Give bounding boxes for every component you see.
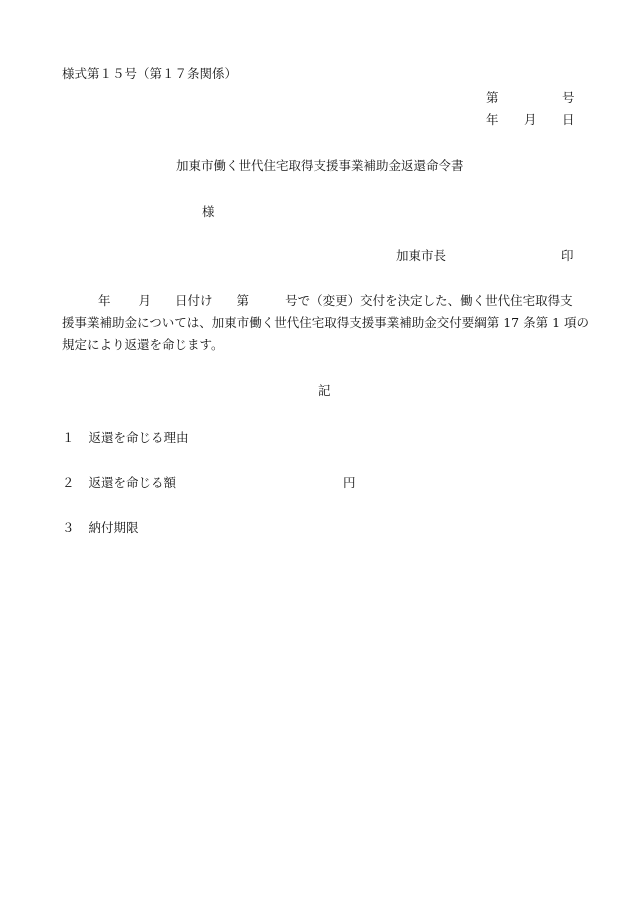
issuer-seal: 印 bbox=[561, 248, 574, 263]
item-number: １ bbox=[62, 430, 75, 445]
item-label: 納付期限 bbox=[88, 520, 139, 535]
item-label: 返還を命じる額 bbox=[88, 475, 177, 490]
list-item-2 bbox=[62, 477, 176, 490]
body-line-3: 規定により返還を命じます。 bbox=[62, 337, 224, 352]
date-month: 月 bbox=[524, 112, 537, 127]
body-day: 日付け bbox=[175, 293, 213, 308]
body-line-2: 援事業補助金については、加東市働く世代住宅取得支援事業補助金交付要綱第 17 条第 1 項の bbox=[62, 315, 590, 330]
body-no-prefix: 第 bbox=[236, 293, 250, 308]
amount-unit: 円 bbox=[343, 475, 356, 490]
list-item-3 bbox=[62, 522, 139, 535]
ki-heading: 記 bbox=[318, 383, 331, 398]
body-paragraph bbox=[62, 290, 592, 356]
body-line1-rest: 号で（変更）交付を決定した、働く世代住宅取得支 bbox=[285, 293, 573, 308]
date-day: 日 bbox=[562, 112, 575, 127]
date-year: 年 bbox=[486, 112, 499, 127]
addressee-suffix: 様 bbox=[202, 204, 215, 219]
document-title: 加東市働く世代住宅取得支援事業補助金返還命令書 bbox=[176, 158, 464, 173]
list-item-1 bbox=[62, 432, 189, 445]
body-month: 月 bbox=[138, 293, 152, 308]
body-year: 年 bbox=[98, 293, 111, 308]
item-number: ３ bbox=[62, 520, 75, 535]
doc-number-prefix: 第 bbox=[486, 90, 499, 105]
form-label: 様式第１５号（第１７条関係） bbox=[62, 66, 238, 81]
doc-number-suffix: 号 bbox=[562, 90, 575, 105]
body-line-1 bbox=[62, 290, 592, 312]
issuer-name: 加東市長 bbox=[396, 248, 447, 263]
item-label: 返還を命じる理由 bbox=[88, 430, 189, 445]
item-number: ２ bbox=[62, 475, 75, 490]
